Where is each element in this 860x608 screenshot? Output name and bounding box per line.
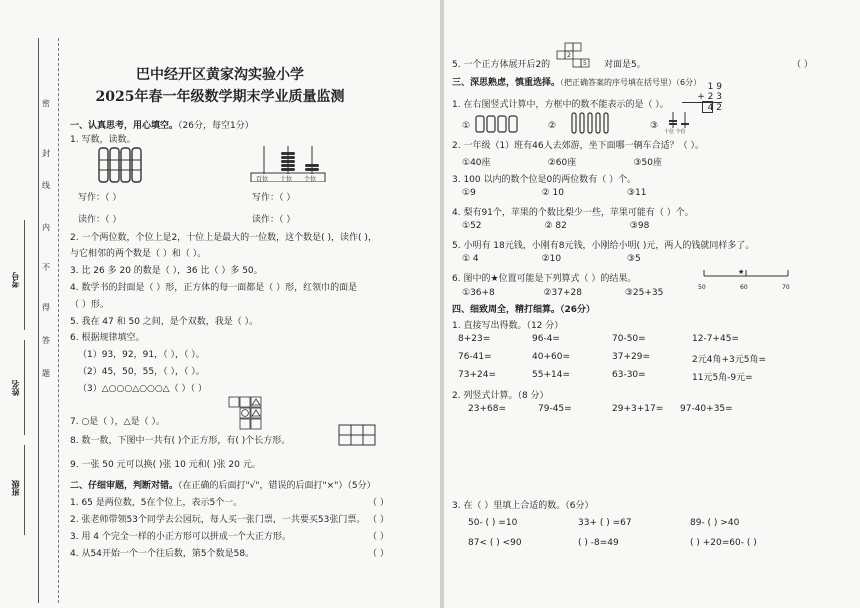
section1-header (70, 118, 254, 131)
r-q5-text: 5. 一个正方体展开后2的 (452, 60, 551, 70)
name-underline (24, 340, 25, 435)
fill-r1c3: 89- ( ) >40 (690, 518, 740, 528)
section2-title: 二、仔细审题，判断对错。 (70, 481, 179, 491)
q8-text: 8. 数一数，下图中一共有( )个正方形，有( )个长方形。 (70, 436, 291, 446)
cube-net-picture (556, 42, 596, 76)
fill-r1c1: 50- ( ) =10 (468, 518, 518, 528)
choice-q3-text: 3. 100 以内的数个位是0的两位数有（ ）个。 (452, 175, 637, 185)
q4-text-line2: （ ）形。 (70, 300, 109, 310)
margin-line-outer (38, 38, 39, 603)
choice-q4-text: 4. 梨有91个，苹果的个数比梨少一些，苹果可能有（ ）个。 (452, 208, 694, 218)
vertical-calc-2: 79-45= (538, 404, 572, 414)
sticks-bundle-picture (474, 114, 520, 134)
exam-title: 2025年春一年级数学期末学业质量监测 (95, 89, 345, 105)
section1-title: 一、认真思考，用心填空。 (70, 121, 179, 131)
school-title: 巴中经开区黄家沟实验小学 (136, 67, 304, 83)
calc-r1c3: 70-50= (612, 334, 646, 344)
calc-r2c2: 40+60= (532, 352, 570, 362)
choice-q1-text: 1. 在右图竖式计算中，方框中的数不能表示的是（ ）。 (452, 100, 669, 110)
choice-q6-text: 6. 图中的★位置可能是下列算式（ ）的结果。 (452, 274, 637, 284)
calc-r3c1: 73+24= (458, 370, 496, 380)
seal-char-4: 内 (42, 223, 50, 232)
choice-q1-opt1: ① (462, 121, 471, 131)
choice-q2-text: 2. 一年级（1）班有46人去郊游，坐下面哪一辆车合适？（ ）。 (452, 141, 704, 151)
calc-r1c4: 12-7+45= (692, 334, 739, 344)
calc-r1c1: 8+23= (458, 334, 491, 344)
choice-q5-text: 5. 小明有 18元钱，小刚有8元钱，小刚给小明( )元，两人的钱就同样多了。 (452, 241, 755, 251)
q6-text: 6. 根据规律填空。 (70, 333, 145, 343)
r-q5-tail: 对面是5。 (604, 60, 646, 70)
vertical-sum-row3: 4 2 (707, 103, 722, 113)
q6-item-2: （2）45，50，55，（ ），（ ）。 (78, 367, 205, 377)
abacus-label-tens: 十位 (280, 176, 293, 183)
calc-r3c3: 63-30= (612, 370, 646, 380)
judge-item-1: 1. 65 是两位数，5在个位上，表示5个一。 (70, 498, 243, 508)
section2-header (70, 478, 376, 491)
svg-text:2: 2 (567, 52, 571, 59)
q4-text-line1: 4. 数学书的封面是（ ）形，正方体的每一面都是（ ）形，红领巾的面是 (70, 283, 358, 293)
vertical-sum-row1: 1 9 (707, 82, 722, 92)
section2-note: （在正确的后面打"√"，错误的后面打"×"）（5分） (178, 481, 376, 491)
judge-item-4: 4. 从54开始一个一个往后数，第5个数是58。 (70, 549, 255, 559)
margin-line-seal (58, 38, 59, 603)
judge-paren-2: （ ） (368, 515, 389, 525)
seal-char-7: 答 (42, 336, 50, 345)
seal-char-8: 题 (42, 369, 50, 378)
exam-number-label: 考号 (11, 272, 20, 288)
q1-read-b: 读作：（ ） (252, 215, 296, 225)
calc-r2c4: 2元4角+3元5角= (692, 355, 766, 365)
choice-q2-options: ①40座 ②60座 ③50座 (462, 158, 662, 168)
fill-r1c2: 33+ ( ) =67 (578, 518, 632, 528)
small-abacus-picture (666, 112, 692, 128)
small-abacus-label: 十位 个位 (664, 129, 686, 135)
number-line-label-50: 50 (698, 284, 706, 291)
calc-r2c3: 37+29= (612, 352, 650, 362)
q1-write-b: 写作：（ ） (252, 193, 296, 203)
choice-q5-options: ① 4 ②10 ③5 (462, 254, 641, 264)
vertical-sum-box (702, 101, 713, 113)
svg-text:★: ★ (738, 268, 745, 276)
judge-paren-3: （ ） (368, 532, 389, 542)
seal-char-2: 封 (42, 149, 50, 158)
abacus-label-ones: 个位 (304, 176, 317, 183)
section4-q3-text: 3. 在（ ）里填上合适的数。（6分） (452, 501, 594, 511)
q6-item-1: （1）93，92，91，（ ），（ ）。 (78, 350, 205, 360)
fill-r2c3: ( ) +20=60- ( ) (690, 538, 757, 548)
q1-write-a: 写作：（ ） (78, 193, 122, 203)
exam-number-underline (24, 220, 25, 330)
fill-r2c2: ( ) -8=49 (578, 538, 619, 548)
calc-r2c1: 76-41= (458, 352, 492, 362)
calc-r1c2: 96-4= (532, 334, 560, 344)
vertical-sum-row2: + 2 3 (682, 92, 722, 103)
section1-note: （26分，每空1分） (178, 121, 254, 131)
r-q5-paren: （ ） (792, 60, 813, 70)
calc-r3c2: 55+14= (532, 370, 570, 380)
abacus-label-hundreds: 百位 (256, 176, 269, 183)
choice-q1-opt3: ③ (650, 121, 659, 131)
q5-text: 5. 我在 47 和 50 之间，是个双数，我是（ ）。 (70, 317, 259, 327)
vertical-calc-3: 29+3+17= (612, 404, 664, 414)
section4-q1-text: 1. 直接写出得数。（12 分） (452, 321, 564, 331)
calc-r3c4: 11元5角-9元= (692, 373, 753, 383)
choice-q1-opt2: ② (548, 121, 557, 131)
vertical-calc-4: 97-40+35= (680, 404, 733, 414)
seal-char-5: 不 (42, 263, 50, 272)
fill-r2c1: 87< ( ) <90 (468, 538, 522, 548)
seal-char-6: 得 (42, 303, 50, 312)
q9-text: 9. 一张 50 元可以换( )张 10 元和( )张 20 元。 (70, 460, 261, 470)
judge-paren-4: （ ） (368, 549, 389, 559)
q7-text: 7. ○是（ ），△是（ ）。 (70, 417, 165, 427)
judge-item-2: 2. 张老师带领53个同学去公园玩，每人买一张门票，一共要买53张门票。 (70, 515, 366, 525)
judge-paren-1: （ ） (368, 498, 389, 508)
section4-header: 四、细致周全，精打细算。（26分） (452, 305, 596, 315)
name-label: 姓名 (11, 380, 20, 396)
q1-read-a: 读作：（ ） (78, 215, 122, 225)
class-label: 班级 (11, 480, 20, 496)
q2-text-line2: 与它相邻的两个数是（ ）和（ ）。 (70, 249, 207, 259)
q1-text: 1. 写数，读数。 (70, 135, 136, 145)
counting-sticks-picture (96, 146, 146, 186)
seal-char-1: 密 (42, 99, 50, 108)
section3-note: （把正确答案的序号填在括号里）（6分） (560, 78, 702, 87)
choice-q3-options: ①9 ② 10 ③11 (462, 188, 647, 198)
number-line-label-60: 60 (740, 284, 748, 291)
rectangle-grid-picture (338, 424, 376, 446)
number-line (700, 268, 792, 284)
section3-title: 三、深思熟虑，慎重选择。 (452, 78, 561, 88)
svg-text:5: 5 (583, 60, 587, 67)
seal-char-3: 线 (42, 181, 50, 190)
choice-q4-options: ①52 ② 82 ③98 (462, 221, 650, 231)
section3-header (452, 75, 701, 88)
right-exam-page (444, 0, 860, 608)
shape-puzzle-picture (228, 396, 262, 430)
vertical-calc-1: 23+68= (468, 404, 506, 414)
q3-text: 3. 比 26 多 20 的数是（ ），36 比（ ）多 50。 (70, 266, 263, 276)
q6-item-3: （3）△○○○△○○○△（ ）（ ） (78, 384, 207, 394)
class-underline (24, 445, 25, 535)
number-line-label-70: 70 (782, 284, 790, 291)
sticks-picture (570, 112, 610, 134)
section4-q2-text: 2. 列竖式计算。（8 分） (452, 391, 549, 401)
q2-text-line1: 2. 一个两位数，个位上是2，十位上是最大的一位数，这个数是( )，读作( )， (70, 233, 377, 243)
judge-item-3: 3. 用 4 个完全一样的小正方形可以拼成一个大正方形。 (70, 532, 291, 542)
choice-q6-options: ①36+8 ②37+28 ③25+35 (462, 288, 664, 298)
